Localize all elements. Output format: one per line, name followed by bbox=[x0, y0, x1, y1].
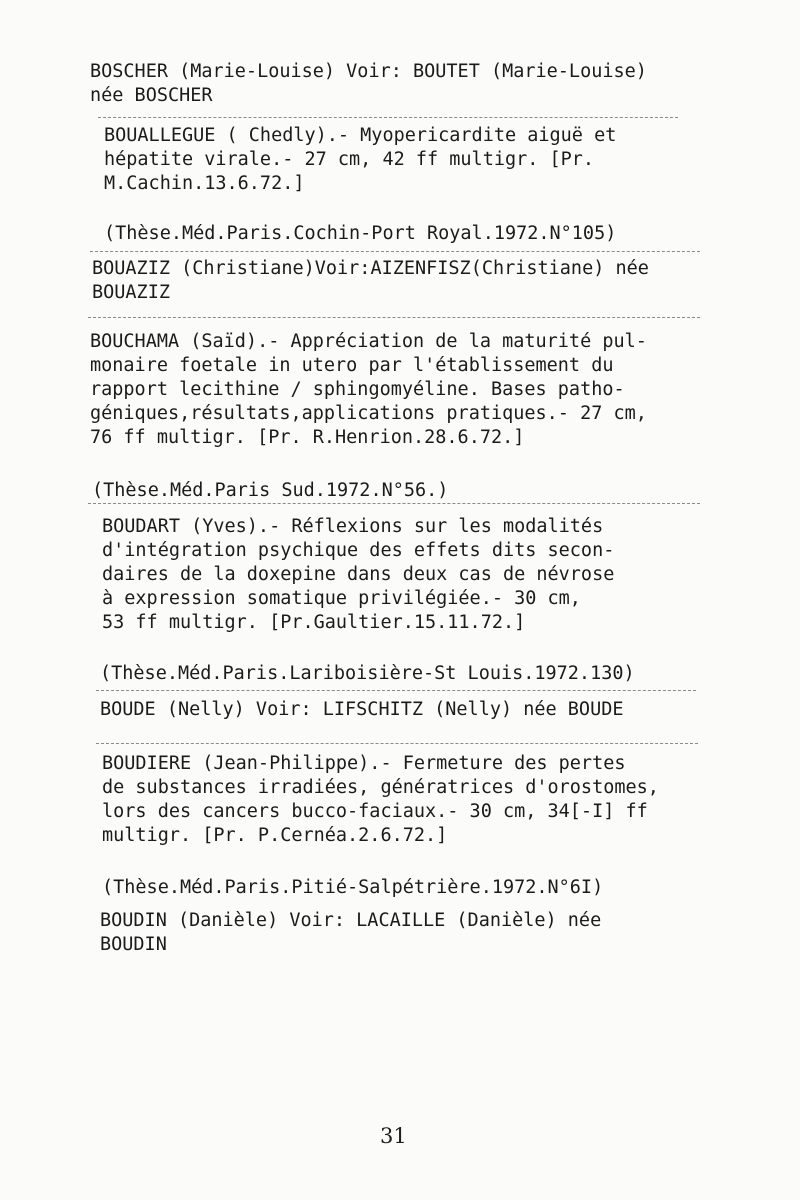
entry-line: BOUAZIZ bbox=[92, 282, 170, 303]
entry-line: 53 ff multigr. [Pr.Gaultier.15.11.72.] bbox=[102, 612, 526, 633]
thesis-reference-bouallegue bbox=[104, 222, 616, 246]
entry-line: multigr. [Pr. P.Cernéa.2.6.72.] bbox=[102, 825, 448, 846]
page-number: 31 bbox=[380, 1124, 407, 1148]
thesis-reference-boudiere bbox=[102, 876, 603, 900]
separator-line bbox=[88, 503, 700, 504]
thesis-reference-boudart bbox=[100, 662, 635, 686]
entry-bouchama bbox=[90, 330, 647, 450]
separator-line bbox=[90, 251, 700, 252]
entry-bouaziz bbox=[92, 257, 649, 305]
entry-line: hépatite virale.- 27 cm, 42 ff multigr. [Pr. bbox=[104, 149, 595, 170]
entry-line: d'intégration psychique des effets dits secon- bbox=[102, 540, 615, 561]
entry-line: BOUDIERE (Jean-Philippe).- Fermeture des pertes bbox=[102, 753, 626, 774]
entry-line: BOUDIN (Danièle) Voir: LACAILLE (Danièle) née bbox=[100, 910, 602, 931]
entry-line: géniques,résultats,applications pratiques.- 27 cm, bbox=[90, 403, 647, 424]
entry-boude bbox=[100, 698, 623, 722]
entry-line: 76 ff multigr. [Pr. R.Henrion.28.6.72.] bbox=[90, 427, 525, 448]
separator-line bbox=[98, 117, 678, 118]
entry-boudart bbox=[102, 515, 614, 635]
entry-boscher bbox=[90, 60, 647, 108]
thesis-reference-line: (Thèse.Méd.Paris Sud.1972.N°56.) bbox=[92, 480, 449, 501]
entry-bouallegue bbox=[104, 124, 616, 196]
entry-line: monaire foetale in utero par l'établissement du bbox=[90, 355, 614, 376]
entry-line: BOSCHER (Marie-Louise) Voir: BOUTET (Marie-Louise) bbox=[90, 61, 647, 82]
entry-line: M.Cachin.13.6.72.] bbox=[104, 173, 305, 194]
separator-line bbox=[96, 743, 698, 744]
entry-line: BOUDE (Nelly) Voir: LIFSCHITZ (Nelly) née BOUDE bbox=[100, 699, 624, 720]
entry-line: lors des cancers bucco-faciaux.- 30 cm, 34[-I] ff bbox=[102, 801, 648, 822]
entry-line: BOUDART (Yves).- Réflexions sur les modalités bbox=[102, 516, 604, 537]
entry-line: de substances irradiées, génératrices d'orostomes, bbox=[102, 777, 659, 798]
entry-line: BOUAZIZ (Christiane)Voir:AIZENFISZ(Christiane) née bbox=[92, 258, 649, 279]
entry-line: BOUCHAMA (Saïd).- Appréciation de la maturité pul- bbox=[90, 331, 647, 352]
entry-line: BOUALLEGUE ( Chedly).- Myopericardite aiguë et bbox=[104, 125, 617, 146]
thesis-reference-line: (Thèse.Méd.Paris.Lariboisière-St Louis.1972.130) bbox=[100, 663, 635, 684]
separator-line bbox=[96, 690, 696, 691]
thesis-reference-bouchama bbox=[92, 479, 448, 503]
entry-line: daires de la doxepine dans deux cas de névrose bbox=[102, 564, 615, 585]
entry-boudiere bbox=[102, 752, 659, 848]
entry-line: à expression somatique privilégiée.- 30 cm, bbox=[102, 588, 581, 609]
entry-line: rapport lecithine / sphingomyéline. Bases patho- bbox=[90, 379, 625, 400]
entry-line: BOUDIN bbox=[100, 934, 167, 955]
separator-line bbox=[88, 317, 700, 318]
entry-line: née BOSCHER bbox=[90, 85, 213, 106]
thesis-reference-line: (Thèse.Méd.Paris.Pitié-Salpétrière.1972.N°6I) bbox=[102, 877, 604, 898]
thesis-reference-line: (Thèse.Méd.Paris.Cochin-Port Royal.1972.N°105) bbox=[104, 223, 617, 244]
entry-boudin bbox=[100, 909, 601, 957]
